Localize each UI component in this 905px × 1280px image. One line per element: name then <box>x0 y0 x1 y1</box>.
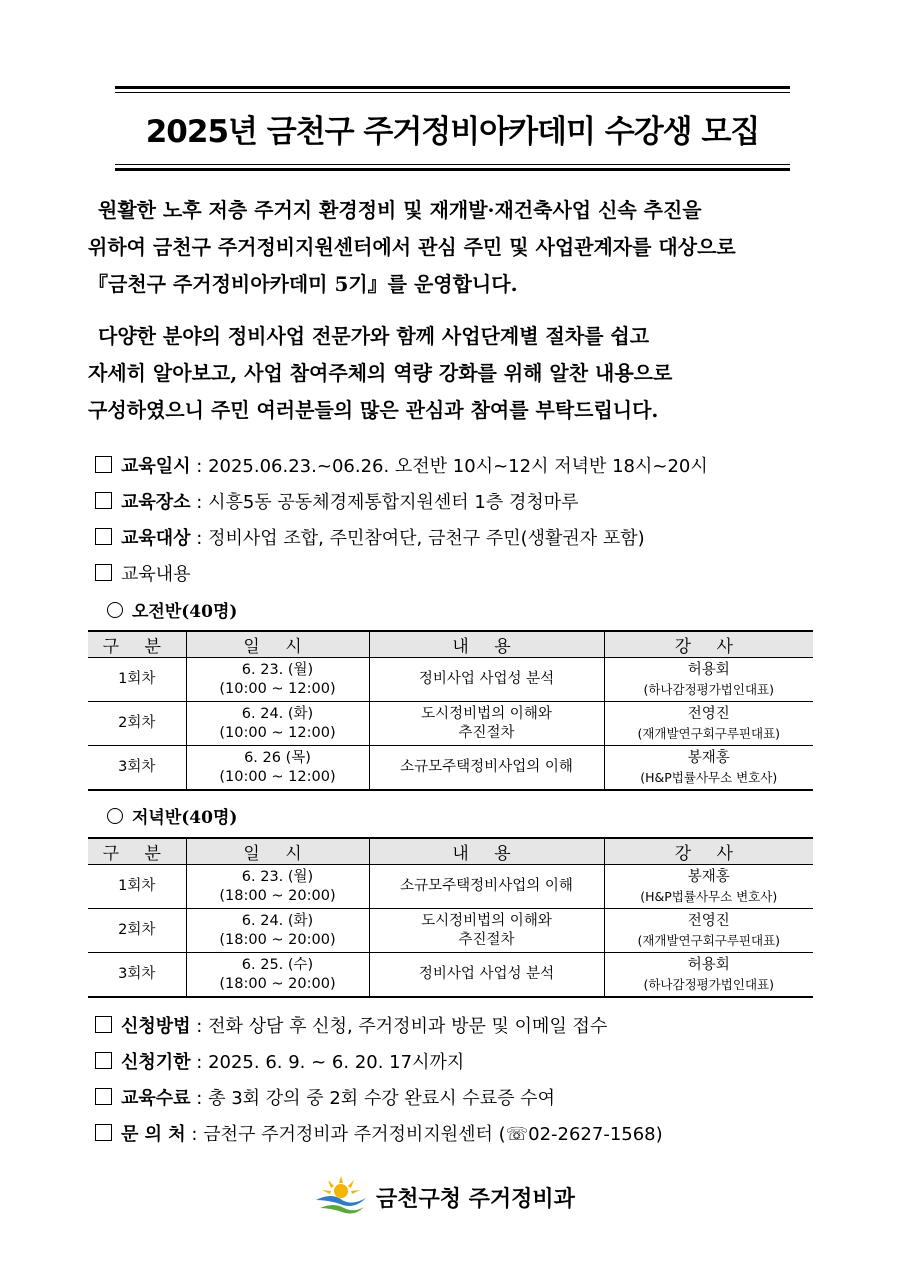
lecturer-name: 봉재홍 <box>687 868 730 885</box>
cell-round: 1회차 <box>88 658 186 702</box>
apply-completion: 교육수료 : 총 3회 강의 중 2회 수강 완료시 수료증 수여 <box>95 1084 555 1110</box>
cell-content <box>369 953 604 998</box>
checkbox-square-icon <box>95 1088 112 1105</box>
info-value: 2025.06.23.~06.26. 오전반 10시~12시 저녁반 18시~20시 <box>208 456 708 477</box>
lecturer-name: 허용회 <box>687 956 730 973</box>
lecturer-name: 봉재홍 <box>687 749 730 766</box>
info-label: 신청기한 <box>121 1052 191 1073</box>
intro-line: 다양한 분야의 정비사업 전문가와 함께 사업단계별 절차를 쉽고 <box>98 324 650 348</box>
cell-time: (18:00 ~ 20:00) <box>219 931 336 948</box>
apply-method: 신청방법 : 전화 상담 후 신청, 주거정비과 방문 및 이메일 접수 <box>95 1012 607 1038</box>
cell-content-line: 소규모주택정비사업의 이해 <box>400 759 573 775</box>
table-row <box>88 702 813 746</box>
table-row <box>88 909 813 953</box>
cell-date: 6. 25. (수) <box>241 956 314 973</box>
info-content <box>95 560 191 586</box>
title-bottom-rule <box>115 168 790 171</box>
cell-content-line: 소규모주택정비사업의 이해 <box>400 878 573 894</box>
header-round: 구 분 <box>88 631 186 658</box>
cell-lecturer <box>604 909 813 953</box>
lecturer-org: (H&P법률사무소 변호사) <box>640 888 778 904</box>
intro-line: 원활한 노후 저층 주거지 환경정비 및 재개발·재건축사업 신속 추진을 <box>98 198 702 222</box>
lecturer-org: (재개발연구회구루핀대표) <box>637 932 781 948</box>
lecturer-name: 허용회 <box>687 661 730 678</box>
cell-date: 6. 23. (월) <box>241 661 314 678</box>
lecturer-name: 전영진 <box>687 912 730 929</box>
info-value: 전화 상담 후 신청, 주거정비과 방문 및 이메일 접수 <box>208 1016 608 1037</box>
cell-datetime <box>186 746 369 791</box>
header-content: 내 용 <box>369 631 604 658</box>
evening-schedule-table <box>88 837 813 998</box>
geumcheon-logo-icon <box>312 1174 370 1218</box>
lecturer-name: 전영진 <box>687 705 730 722</box>
cell-content <box>369 746 604 791</box>
cell-round: 3회차 <box>88 953 186 998</box>
cell-time: (10:00 ~ 12:00) <box>219 768 336 785</box>
cell-round: 2회차 <box>88 909 186 953</box>
cell-content <box>369 658 604 702</box>
info-label: 교육일시 <box>121 456 191 477</box>
cell-date: 6. 26 (목) <box>244 749 311 766</box>
checkbox-square-icon <box>95 1016 112 1033</box>
intro-paragraph-1 <box>88 192 823 303</box>
info-label: 교육장소 <box>121 492 191 513</box>
intro-line: 구성하였으니 주민 여러분들의 많은 관심과 참여를 부탁드립니다. <box>88 398 659 422</box>
title-top-rule <box>115 86 790 89</box>
cell-date: 6. 24. (화) <box>241 912 314 929</box>
cell-date: 6. 23. (월) <box>241 868 314 885</box>
header-lecturer: 강 사 <box>604 631 813 658</box>
cell-time: (18:00 ~ 20:00) <box>219 887 336 904</box>
checkbox-square-icon <box>95 564 112 581</box>
table-row <box>88 953 813 998</box>
cell-time: (18:00 ~ 20:00) <box>219 975 336 992</box>
cell-lecturer <box>604 658 813 702</box>
morning-schedule-table <box>88 630 813 791</box>
info-label: 신청방법 <box>121 1016 191 1037</box>
page-title: 2025년 금천구 주거정비아카데미 수강생 모집 <box>145 114 760 150</box>
cell-content-line: 추진절차 <box>458 724 515 741</box>
cell-datetime <box>186 658 369 702</box>
info-label: 교육수료 <box>121 1088 191 1109</box>
info-label: 교육내용 <box>121 564 191 585</box>
cell-lecturer <box>604 953 813 998</box>
session-morning-title <box>107 597 237 622</box>
info-label: 문 의 처 <box>121 1124 186 1145</box>
footer-signature <box>310 1172 610 1222</box>
cell-date: 6. 24. (화) <box>241 705 314 722</box>
info-target: 교육대상 : 정비사업 조합, 주민참여단, 금천구 주민(생활권자 포함) <box>95 524 645 550</box>
intro-line: 자세히 알아보고, 사업 참여주체의 역량 강화를 위해 알찬 내용으로 <box>88 361 673 385</box>
footer-org-name: 금천구청 주거정비과 <box>376 1187 575 1212</box>
title-bottom-rule-thin <box>115 164 790 165</box>
info-value: 정비사업 조합, 주민참여단, 금천구 주민(생활권자 포함) <box>208 528 645 549</box>
info-value: 총 3회 강의 중 2회 수강 완료시 수료증 수여 <box>208 1088 555 1109</box>
cell-lecturer <box>604 702 813 746</box>
table-header-row <box>88 838 813 865</box>
info-value: 2025. 6. 9. ~ 6. 20. 17시까지 <box>208 1052 465 1073</box>
info-place: 교육장소 : 시흥5동 공동체경제통합지원센터 1층 경청마루 <box>95 488 579 514</box>
header-datetime: 일 시 <box>186 838 369 865</box>
cell-lecturer <box>604 865 813 909</box>
info-date: 교육일시 : 2025.06.23.~06.26. 오전반 10시~12시 저녁반 18시~20시 <box>95 452 708 478</box>
session-label: 오전반(40명) <box>132 602 238 622</box>
title-top-rule-thin <box>115 92 790 93</box>
intro-line: 『금천구 주거정비아카데미 5기』를 운영합니다. <box>88 272 518 296</box>
table-row <box>88 746 813 791</box>
cell-content <box>369 909 604 953</box>
table-row <box>88 865 813 909</box>
cell-time: (10:00 ~ 12:00) <box>219 724 336 741</box>
intro-paragraph-2 <box>88 318 823 429</box>
checkbox-square-icon <box>95 1124 112 1141</box>
cell-datetime <box>186 909 369 953</box>
cell-content <box>369 865 604 909</box>
cell-content <box>369 702 604 746</box>
circle-bullet-icon <box>107 602 123 618</box>
cell-datetime <box>186 702 369 746</box>
cell-content-line: 정비사업 사업성 분석 <box>418 966 555 982</box>
checkbox-square-icon <box>95 456 112 473</box>
info-value: 금천구 주거정비과 주거정비지원센터 (☏02-2627-1568) <box>203 1124 663 1145</box>
header-datetime: 일 시 <box>186 631 369 658</box>
header-content: 내 용 <box>369 838 604 865</box>
lecturer-org: (하나감정평가법인대표) <box>643 681 774 697</box>
cell-content-line: 도시정비법의 이해와 <box>421 912 552 929</box>
info-label: 교육대상 <box>121 528 191 549</box>
lecturer-org: (하나감정평가법인대표) <box>643 976 774 992</box>
cell-datetime <box>186 953 369 998</box>
lecturer-org: (재개발연구회구루핀대표) <box>637 725 781 741</box>
cell-content-line: 도시정비법의 이해와 <box>421 705 552 722</box>
session-label: 저녁반(40명) <box>132 808 238 828</box>
cell-round: 3회차 <box>88 746 186 791</box>
cell-time: (10:00 ~ 12:00) <box>219 680 336 697</box>
session-evening-title <box>107 803 237 828</box>
table-header-row <box>88 631 813 658</box>
cell-lecturer <box>604 746 813 791</box>
lecturer-org: (H&P법률사무소 변호사) <box>640 769 778 785</box>
apply-contact: 문 의 처 : 금천구 주거정비과 주거정비지원센터 (☏02-2627-1568) <box>95 1120 663 1146</box>
apply-deadline: 신청기한 : 2025. 6. 9. ~ 6. 20. 17시까지 <box>95 1048 464 1074</box>
cell-content-line: 정비사업 사업성 분석 <box>418 671 555 687</box>
circle-bullet-icon <box>107 808 123 824</box>
info-value: 시흥5동 공동체경제통합지원센터 1층 경청마루 <box>208 492 579 513</box>
checkbox-square-icon <box>95 1052 112 1069</box>
header-lecturer: 강 사 <box>604 838 813 865</box>
checkbox-square-icon <box>95 528 112 545</box>
cell-datetime <box>186 865 369 909</box>
cell-round: 1회차 <box>88 865 186 909</box>
header-round: 구 분 <box>88 838 186 865</box>
cell-round: 2회차 <box>88 702 186 746</box>
cell-content-line: 추진절차 <box>458 931 515 948</box>
table-row <box>88 658 813 702</box>
intro-line: 위하여 금천구 주거정비지원센터에서 관심 주민 및 사업관계자를 대상으로 <box>88 235 736 259</box>
checkbox-square-icon <box>95 492 112 509</box>
